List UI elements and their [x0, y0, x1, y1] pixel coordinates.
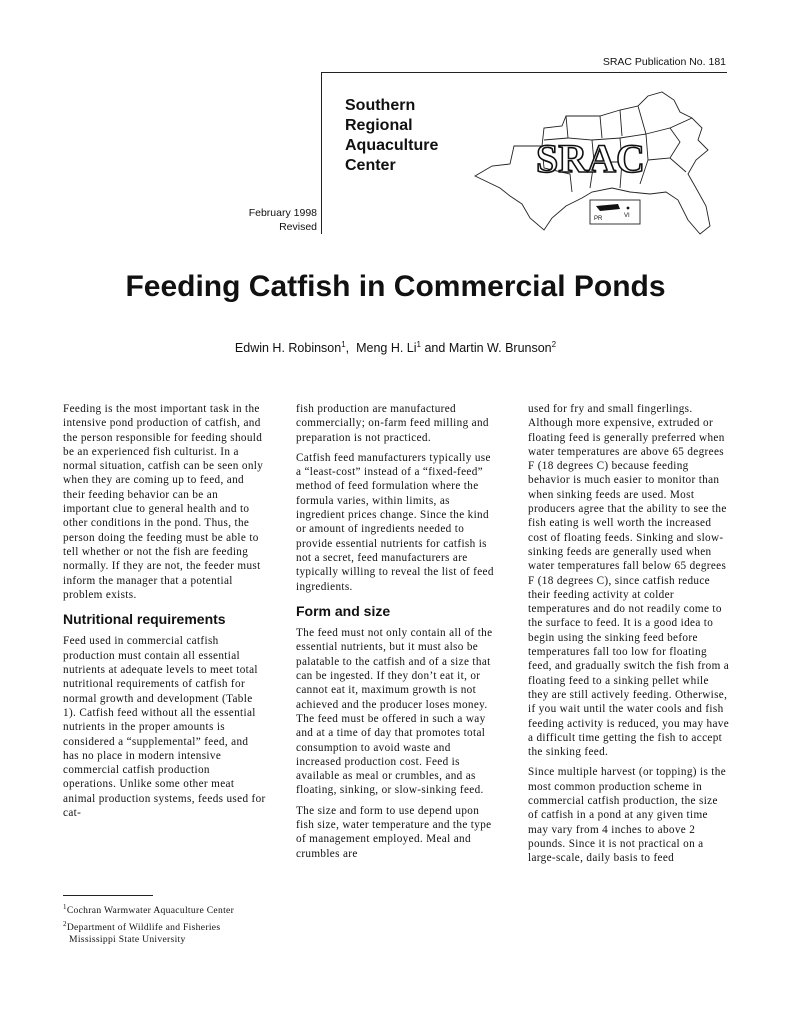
paragraph: Catfish feed manufacturers typically use a “least-cost” instead of a “fixed-feed” method of feed formulation where the formula varies, within limits, as ingredient prices change. Since the kind or amount of ingredients needed to provide essential nutrients for catfish is not a secret, feed manufacturers are typically willing to reveal the list of feed ingredients. [296, 451, 494, 593]
footnote-rule [63, 895, 153, 896]
author-name: Martin W. Brunson [448, 341, 552, 356]
footnotes [63, 901, 234, 947]
affiliation-mark: 1 [416, 340, 421, 349]
footnote-mark: 2 [63, 919, 67, 928]
org-line: Southern [345, 97, 416, 114]
author-joiner: and [421, 341, 449, 356]
author-name: Meng H. Li [356, 341, 417, 356]
srac-southern-states-map-logo [470, 88, 728, 236]
footnote-mark: 1 [63, 903, 67, 911]
paragraph: fish production are manufactured commercially; on-farm feed milling and preparation is not practiced. [296, 403, 489, 444]
org-line: Aquaculture [345, 137, 439, 154]
publication-date-block [249, 206, 317, 234]
header-vertical-rule [321, 72, 322, 234]
affiliation-mark: 2 [551, 340, 557, 349]
organization-name [345, 96, 438, 176]
footnote-text: Mississippi State University [69, 934, 186, 946]
text-column-3 [528, 402, 730, 872]
author-name: Edwin H. Robinson [234, 341, 342, 356]
footnote-text: Cochran Warmwater Aquaculture Center [66, 905, 235, 917]
text-column-2 [296, 402, 496, 867]
map-label-vi: VI [624, 213, 630, 219]
header-horizontal-rule [321, 72, 727, 73]
revision-status: Revised [279, 221, 317, 233]
section-heading: Form and size [296, 602, 391, 619]
org-line: Center [345, 157, 396, 174]
section-heading: Nutritional requirements [63, 611, 226, 628]
footnote [63, 918, 234, 935]
paragraph: Feed used in commercial catfish production must contain all essential nutrients at adequate levels to meet total nutritional requirements of catfish for normal growth and development (Table 1). Catfish feed without all the essential nutrients in the proper amounts is considered a “supplemental” feed, and has no place in modern intensive commercial catfish production operations. Unlike some other meat animal production systems, feeds used for cat- [63, 635, 266, 820]
document-title: Feeding Catfish in Commercial Ponds [125, 270, 666, 303]
footnote [63, 901, 234, 918]
footnote [63, 934, 234, 947]
org-line: Regional [345, 117, 413, 134]
paragraph: The size and form to use depend upon fish size, water temperature and the type of management employed. Meal and crumbles are [296, 804, 492, 860]
srac-logo-text: SRAC [536, 136, 645, 181]
text-column-1 [63, 402, 266, 826]
affiliation-mark: 1 [341, 340, 346, 349]
footnote-text: Department of Wildlife and Fisheries [66, 921, 221, 933]
publication-date: February 1998 [248, 207, 317, 219]
virgin-islands-dot [627, 207, 630, 210]
paragraph: Feeding is the most important task in the intensive pond production of catfish, and the person responsible for feeding should be an experienced fish culturist. In a normal situation, catfish can be seen only when they are coming up to feed, and their feeding behavior can be an important clue to general health and to other conditions in the pond. Thus, the person doing the feeding must be able to tell whether or not the fish are feeding normally. If they are not, the feeder must inform the manager that a potential problem exists. [63, 403, 264, 601]
author-line: Edwin H. Robinson$^1$, Meng H. Li$^1$ and Martin W. Brunson$^2$ [234, 340, 557, 356]
publication-number: SRAC Publication No. 181 [602, 56, 726, 68]
paragraph: The feed must not only contain all of the essential nutrients, but it must also be palatable to the catfish and of a size that can be ingested. If they don’t eat it, or cannot eat it, maximum growth is not achieved and the producer loses money. The feed must be offered in such a way and at a time of day that promotes total consumption to avoid waste and increased production cost. Feed is available as meal or crumbles, and as floating, sinking, or slow-sinking feed. [296, 627, 493, 797]
paragraph: Since multiple harvest (or topping) is the most common production scheme in commercial catfish production, the size of catfish in a pond at any given time may vary from 4 inches to above 2 pounds. Since it is not practical on a large-scale, daily basis to feed [528, 766, 727, 865]
paragraph: used for fry and small fingerlings. Although more expensive, extruded or floating feed is generally preferred when water temperatures are above 65 degrees F (18 degrees C) because feeding behavior is much easier to monitor than when sinking feeds are used. Most producers agree that the ability to see the fish eating is well worth the increased cost of floating feeds. Sinking and slow-sinking feeds are generally used when water temperatures fall below 65 degrees F (18 degrees C), since catfish reduce their feeding activity at colder temperatures and do not readily come to the surface to feed. It is a good idea to begin using the sinking feed before temperatures fall too low for floating feed, and gradually switch the fish from a floating feed to a sinking pellet while they are still actively feeding. Otherwise, if you wait until the water cools and fish feeding activity is reduced, you may have a difficult time getting the fish to accept the sinking feed. [528, 403, 730, 759]
map-label-pr: PR [594, 216, 603, 222]
